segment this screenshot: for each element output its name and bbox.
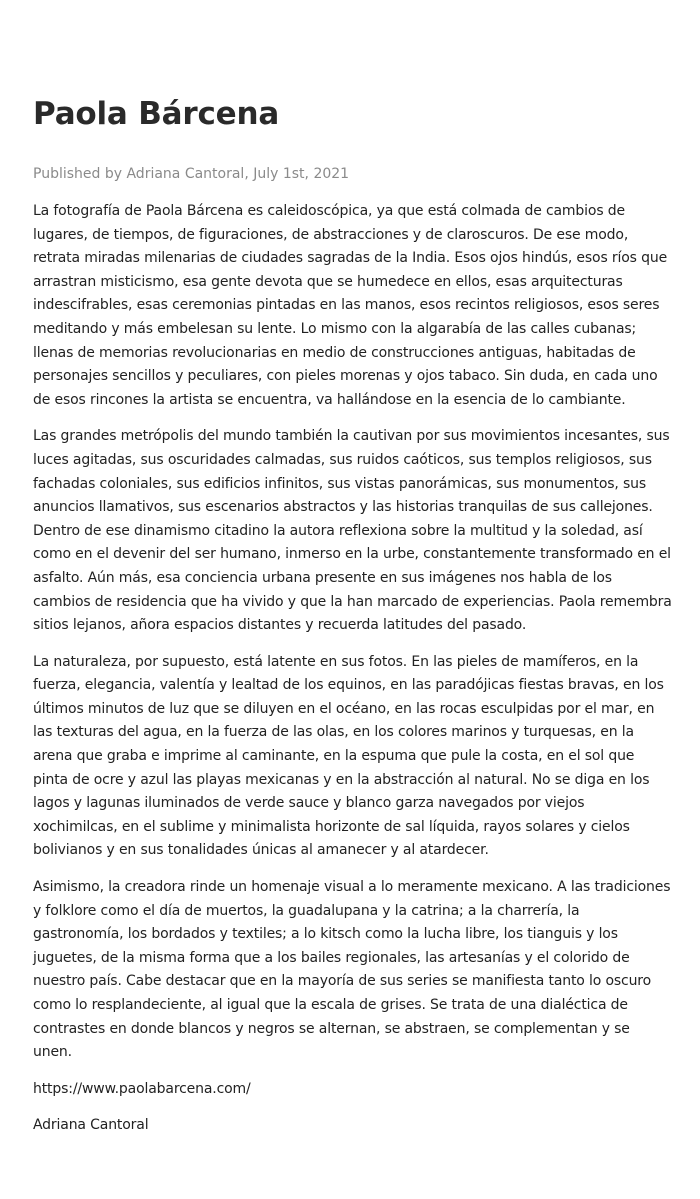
paragraph: La naturaleza, por supuesto, está latente en sus fotos. En las pieles de mamíferos, en la fuerza, elegancia, valentía y lealtad de los equinos, en las paradójicas fiestas bravas, en los últimos minutos de luz que se diluyen en el océano, en las rocas esculpidas por el mar, en las texturas del agua, en la fuerza de las olas, en los colores marinos y turquesas, en la arena que graba e imprime al caminante, en la espuma que pule la costa, en el sol que pinta de ocre y azul las playas mexicanas y en la abstracción al natural. No se diga en los lagos y lagunas iluminados de verde sauce y blanco garza navegados por viejos xochimilcas, en el sublime y minimalista horizonte de sal líquida, rayos solares y cielos bolivianos y en sus tonalidades únicas al amanecer y al atardecer.	[33, 653, 664, 859]
byline: Published by Adriana Cantoral, July 1st, 2021	[33, 166, 350, 182]
paragraph: La fotografía de Paola Bárcena es caleidoscópica, ya que está colmada de cambios de lugares, de tiempos, de figuraciones, de abstracciones y de claroscuros. De ese modo, retrata miradas milenarias de ciudades sagradas de la India. Esos ojos hindús, esos ríos que arrastran misticismo, esa gente devota que se humedece en ellos, esas arquitecturas indescifrables, esas ceremonias pintadas en las manos, esos recintos religiosos, esos seres meditando y más embelesan su lente. Lo mismo con la algarabía de las calles cubanas; llenas de memorias revolucionarias en medio de construcciones antiguas, habitadas de personajes sencillos y peculiares, con pieles morenas y ojos tabaco. Sin duda, en cada uno de esos rincones la artista se encuentra, va hallándose en la esencia de lo cambiante.	[33, 203, 668, 408]
paragraph: Las grandes metrópolis del mundo también la cautivan por sus movimientos incesantes, sus luces agitadas, sus oscuridades calmadas, sus ruidos caóticos, sus templos religiosos, sus fachadas coloniales, sus edificios infinitos, sus vistas panorámicas, sus monumentos, sus anuncios llamativos, sus escenarios abstractos y las historias tranquilas de sus callejones. Dentro de ese dinamismo citadino la autora reflexiona sobre la multitud y la soledad, así como en el devenir del ser humano, inmerso en la urbe, constantemente transformado en el asfalto. Aún más, esa conciencia urbana presente en sus imágenes nos habla de los cambios de residencia que ha vivido y que la han marcado de experiencias. Paola remembra sitios lejanos, añora espacios distantes y recuerda latitudes del pasado.	[33, 428, 672, 634]
website-link[interactable]: https://www.paolabarcena.com/	[33, 1080, 251, 1097]
author-signature: Adriana Cantoral	[33, 1117, 149, 1134]
website-link-line	[33, 1078, 672, 1102]
paragraph: Asimismo, la creadora rinde un homenaje visual a lo meramente mexicano. A las tradiciones y folklore como el día de muertos, la guadalupana y la catrina; a la charrería, la gastronomía, los bordados y textiles; a lo kitsch como la lucha libre, los tianguis y los juguetes, de la misma forma que a los bailes regionales, las artesanías y el colorido de nuestro país. Cabe destacar que en la mayoría de sus series se manifiesta tanto lo oscuro como lo resplandeciente, al igual que la escala de grises. Se trata de una dialéctica de contrastes en donde blancos y negros se alternan, se abstraen, se complementan y se unen.	[33, 879, 671, 1061]
page-title: Paola Bárcena	[33, 96, 280, 132]
article-body	[33, 200, 672, 1065]
